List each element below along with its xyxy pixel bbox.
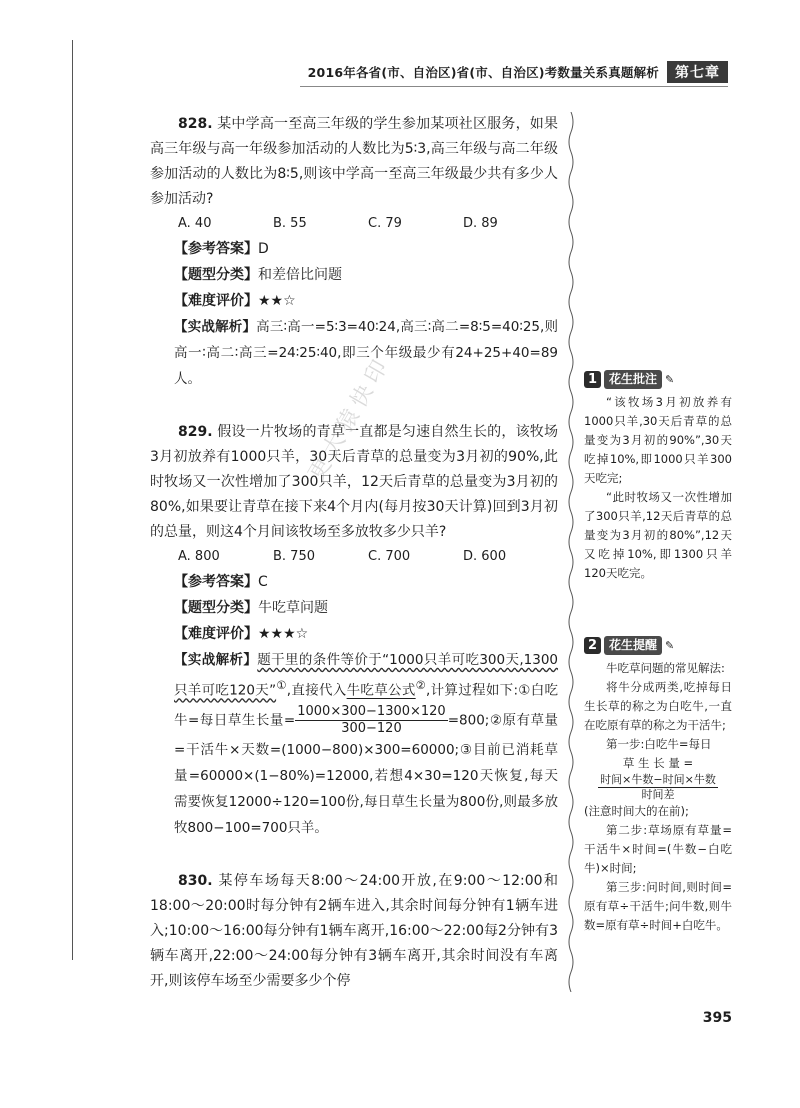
fraction: $\frac{1000\times 300-1300\times 120}{300-120}$ [297, 703, 446, 736]
note-paragraph: “此时牧场又一次性增加了300只羊,12天后青草的总量变为3月初的80%”,12天又吃掉10%,即1300只羊120天吃完。 [584, 490, 732, 580]
note-title: 花生提醒 [604, 636, 662, 655]
header-title: 2016年各省(市、自治区)省(市、自治区)考数量关系真题解析 [307, 65, 659, 80]
difficulty-stars: ★★★☆ [258, 626, 309, 642]
answer-value: D [258, 241, 269, 257]
option-a: A. 40 [178, 216, 212, 231]
option-d: D. 89 [463, 216, 498, 231]
type-value: 牛吃草问题 [258, 600, 328, 616]
option-c: C. 79 [368, 216, 402, 231]
note-title: 花生批注 [604, 370, 662, 389]
question-text: 828. 某中学高一至高三年级的学生参加某项社区服务，如果高三年级与高一年级参加活动的人数比为5∶3,高三年级与高二年级参加活动的人数比为8∶5,则该中学高一至高三年级最少共有多少人参加活动? [150, 116, 559, 207]
type-value: 和差倍比问题 [258, 267, 342, 283]
fraction: $\frac{\text{时间×牛数−时间×牛数}}{\text{时间差}}$ [600, 773, 716, 801]
question-text: 830. 某停车场每天8:00～24:00开放,在9:00～12:00和18:00～20:00时每分钟有2辆车进入,其余时间每分钟有1辆车进入;10:00～16:00每分钟有1辆车离开,16:00～22:00每2分钟有3辆车离开,22:00～24:00每分钟有3辆车离开,其余时间没有车离开,则该停车场至少需要多少个停 [150, 872, 558, 989]
question-text: 829. 假设一片牧场的青草一直都是匀速自然生长的，该牧场3月初放养有1000只羊，30天后青草的总量变为3月初的90%,此时牧场又一次性增加了300只羊，12天后青草的总量变为3月初的80%,如果要让青草在接下来4个月内(每月按30天计算)回到3月初的总量，则这4个月间该牧场至多放牧多少只羊? [150, 424, 559, 540]
question-number: 828. [178, 116, 213, 132]
answer-line: 【参考答案】D [174, 241, 269, 257]
note-number: 2 [584, 637, 601, 654]
note-number: 1 [584, 371, 601, 388]
side-note-1 [584, 370, 732, 583]
question-number: 830. [178, 872, 213, 889]
note-header [584, 636, 732, 655]
question-number: 829. [178, 424, 213, 440]
column-divider [567, 112, 575, 992]
header-rule [300, 86, 728, 87]
chapter-badge: 第七章 [667, 61, 728, 83]
note-paragraph: 草 生 长 量 = [622, 756, 694, 770]
note-paragraph: 第二步:草场原有草量=干活牛×时间=(牛数−白吃牛)×时间; [584, 823, 732, 875]
options [150, 545, 558, 569]
note-paragraph: 牛吃草问题的常见解法: [606, 661, 725, 675]
analysis: 【实战解析】高三∶高一=5∶3=40∶24,高三∶高二=8∶5=40∶25,则高一∶高二∶高三=24∶25∶40,即三个年级最少有24+25+40=89人。 [174, 319, 558, 387]
highlighted-condition: 题干里的条件等价于“1000只羊可吃300天,1300只羊可吃120天” [174, 652, 559, 699]
option-b: B. 55 [273, 216, 307, 231]
note-header [584, 370, 732, 389]
binding-line [72, 40, 73, 960]
note-paragraph: 第三步:问时间,则时间=原有草÷干活牛;问牛数,则牛数=原有草÷时间+白吃牛。 [584, 880, 732, 932]
page-header [300, 60, 728, 84]
difficulty-stars: ★★☆ [258, 293, 296, 309]
type-line: 【题型分类】牛吃草问题 [174, 600, 328, 616]
answer-value: C [258, 574, 268, 590]
page-number: 395 [702, 1010, 732, 1026]
formula-term: 牛吃草公式 [346, 682, 416, 699]
question-828 [150, 112, 558, 392]
option-d: D. 600 [463, 549, 507, 564]
note-paragraph: 将牛分成两类,吃掉每日生长草的称之为白吃牛,一直在吃原有草的称之为干活牛; [584, 680, 732, 732]
difficulty-line: 【难度评价】★★☆ [174, 293, 296, 309]
pen-icon: ✎ [665, 639, 675, 652]
type-line: 【题型分类】和差倍比问题 [174, 267, 342, 283]
difficulty-line: 【难度评价】★★★☆ [174, 626, 309, 642]
main-column [150, 112, 558, 994]
analysis: 【实战解析】题干里的条件等价于“1000只羊可吃300天,1300只羊可吃120天”①,直接代入牛吃草公式②,计算过程如下:①白吃牛=每日草生长量= $\frac{1000\times 300-1300\times 120}{300-120}$ =800;②原有草量=干活牛×天数=(1000−800)×300=60000;③目前已消耗草量=60000×(1−80%)=12000,若想4×30=120天恢复,每天需要恢复12000÷120=100份,每日草生长量为800份,则最多放牧800−100=700只羊。 [174, 652, 559, 836]
footnote-1: ① [276, 679, 287, 692]
note-fraction-wrap [584, 773, 732, 802]
watermark: 更大猿快印 [304, 351, 396, 485]
question-830 [150, 869, 558, 994]
note-paragraph: 第一步:白吃牛=每日 [606, 737, 712, 751]
option-a: A. 800 [178, 549, 220, 564]
question-829 [150, 420, 558, 841]
option-b: B. 750 [273, 549, 315, 564]
side-note-2 [584, 636, 732, 935]
options [150, 212, 558, 236]
note-paragraph: “该牧场3月初放养有1000只羊,30天后青草的总量变为3月初的90%”,30天吃掉10%,即1000只羊300天吃完; [584, 395, 732, 485]
option-c: C. 700 [368, 549, 411, 564]
pen-icon: ✎ [665, 373, 675, 386]
answer-line: 【参考答案】C [174, 574, 268, 590]
note-paragraph: (注意时间大的在前); [584, 804, 689, 818]
footnote-2: ② [415, 679, 427, 692]
